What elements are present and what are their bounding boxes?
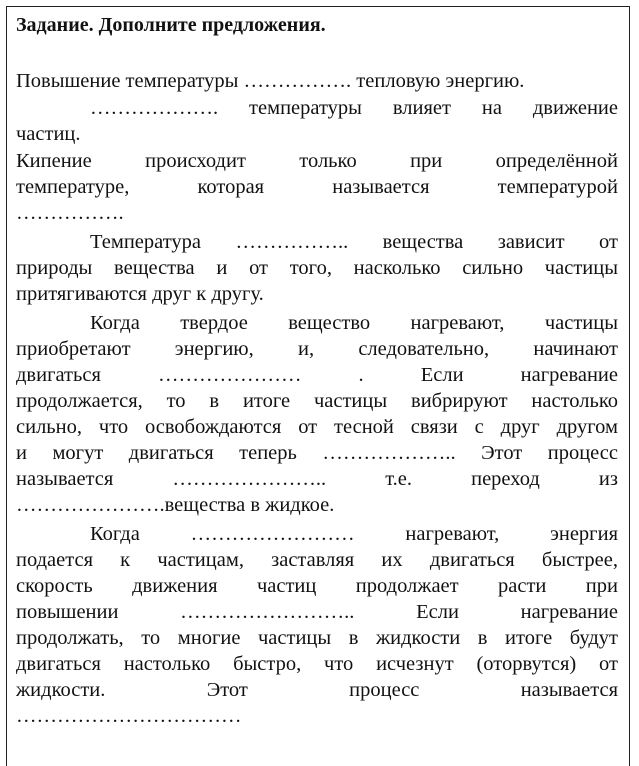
- text-line: природы вещества и от того, насколько сильно частицы: [16, 257, 618, 279]
- text-line: и могут двигаться теперь ……………….. Этот процесс: [16, 442, 618, 464]
- text-line: ………………. температуры влияет на движение: [90, 97, 618, 119]
- text-line: повышении …………………….. Если нагревание: [16, 601, 618, 623]
- text-line: Когда твердое вещество нагревают, частицы: [90, 312, 618, 334]
- text-line: притягиваются друг к другу.: [16, 283, 264, 305]
- text-line: подается к частицам, заставляя их двигаться быстрее,: [16, 549, 618, 571]
- text-line: …………….: [16, 202, 124, 224]
- text-line: жидкости. Этот процесс называется: [16, 679, 618, 701]
- text-line: Кипение происходит только при определённой: [16, 150, 618, 172]
- text-line: двигаться настолько быстро, что исчезнут (оторвутся) от: [16, 653, 618, 675]
- text-line: продолжать, то многие частицы в жидкости в итоге будут: [16, 627, 618, 649]
- text-line: частиц.: [16, 123, 81, 145]
- task-title: Задание. Дополните предложения.: [16, 14, 326, 36]
- text-line: называется ………………….. т.е. переход из: [16, 468, 618, 490]
- text-line: Когда …………………… нагревают, энергия: [90, 523, 618, 545]
- text-line: продолжается, то в итоге частицы вибрируют настолько: [16, 390, 618, 412]
- text-line: двигаться ………………… . Если нагревание: [16, 364, 618, 386]
- text-line: ……………………………: [16, 705, 242, 727]
- text-line: приобретают энергию, и, следовательно, начинают: [16, 338, 618, 360]
- text-line: сильно, что освобождаются от тесной связи с друг другом: [16, 416, 618, 438]
- text-line: Температура …………….. вещества зависит от: [90, 231, 618, 253]
- text-line: Повышение температуры ……………. тепловую энергию.: [16, 70, 525, 92]
- text-line: температуре, которая называется температурой: [16, 176, 618, 198]
- text-line: ………………….вещества в жидкое.: [16, 494, 335, 516]
- text-line: скорость движения частиц продолжает расти при: [16, 575, 618, 597]
